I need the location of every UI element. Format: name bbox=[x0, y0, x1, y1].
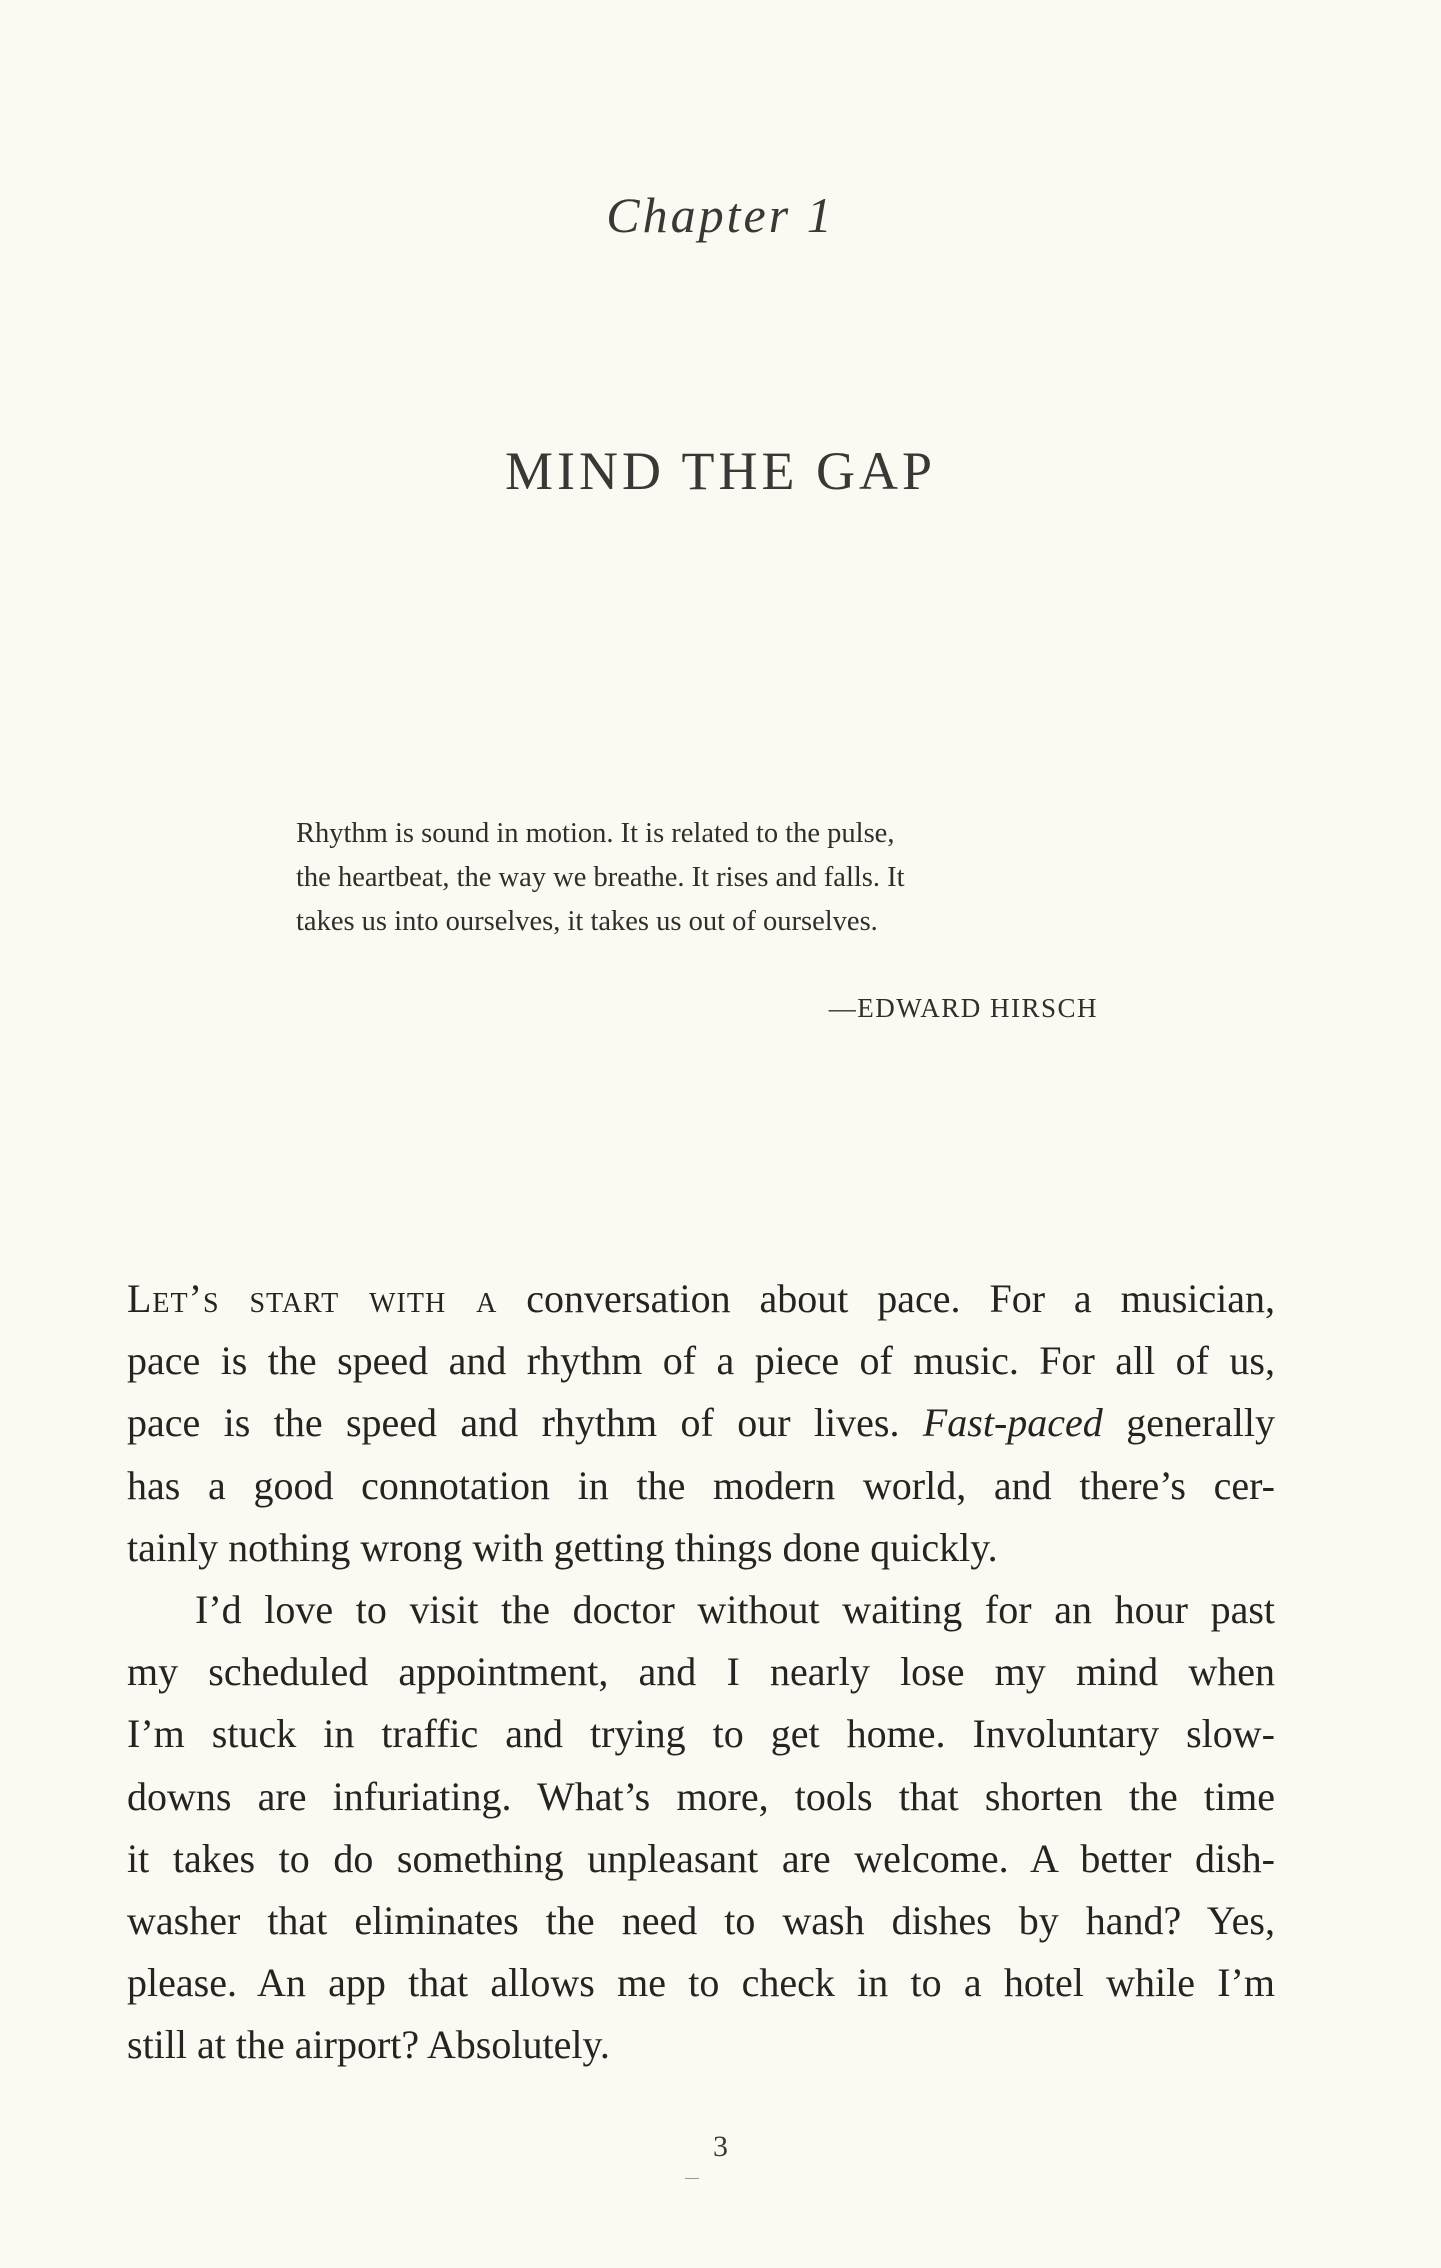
text-line: my scheduled appointment, and I nearly lose my mind when bbox=[127, 1649, 1275, 1695]
epigraph-attribution: —EDWARD HIRSCH bbox=[828, 993, 1098, 1023]
text-line: pace is the speed and rhythm of a piece of music. For all of us, bbox=[127, 1338, 1275, 1384]
epigraph-quote bbox=[296, 812, 1146, 944]
epigraph-line: Rhythm is sound in motion. It is related to the pulse, bbox=[296, 818, 895, 849]
text-line: I’d love to visit the doctor without waiting for an hour past bbox=[195, 1587, 1275, 1633]
paragraph-2 bbox=[127, 1579, 1275, 2077]
italic-term: Fast-paced bbox=[922, 1400, 1103, 1446]
body-text bbox=[127, 1268, 1275, 2077]
text-line bbox=[127, 1392, 1275, 1454]
paragraph-1 bbox=[127, 1268, 1275, 1579]
text-span: pace is the speed and rhythm of our lives. bbox=[127, 1400, 923, 1446]
text-span: conversation about pace. For a musician, bbox=[497, 1276, 1275, 1321]
epigraph-line: the heartbeat, the way we breathe. It rises and falls. It bbox=[296, 862, 905, 893]
epigraph-line: takes us into ourselves, it takes us out of ourselves. bbox=[296, 906, 878, 937]
chapter-label: Chapter 1 bbox=[606, 187, 835, 243]
text-span: generally bbox=[1102, 1400, 1276, 1446]
page-number: 3 bbox=[713, 2130, 728, 2163]
text-line bbox=[127, 1268, 1275, 1330]
text-line: has a good connotation in the modern world, and there’s cer- bbox=[127, 1462, 1275, 1508]
text-line: still at the airport? Absolutely. bbox=[127, 2022, 610, 2068]
lead-in-smallcaps: Let’s start with a bbox=[127, 1276, 498, 1321]
text-line: please. An app that allows me to check in to a hotel while I’m bbox=[127, 1960, 1275, 2006]
text-line: it takes to do something unpleasant are welcome. A better dish- bbox=[127, 1835, 1275, 1881]
text-line: tainly nothing wrong with getting things done quickly. bbox=[127, 1524, 998, 1570]
chapter-title: MIND THE GAP bbox=[504, 441, 936, 501]
text-line: washer that eliminates the need to wash dishes by hand? Yes, bbox=[127, 1898, 1275, 1944]
text-line: downs are infuriating. What’s more, tools that shorten the time bbox=[127, 1773, 1275, 1819]
page-number-rule bbox=[685, 2178, 699, 2179]
text-line: I’m stuck in traffic and trying to get home. Involuntary slow- bbox=[127, 1711, 1275, 1757]
